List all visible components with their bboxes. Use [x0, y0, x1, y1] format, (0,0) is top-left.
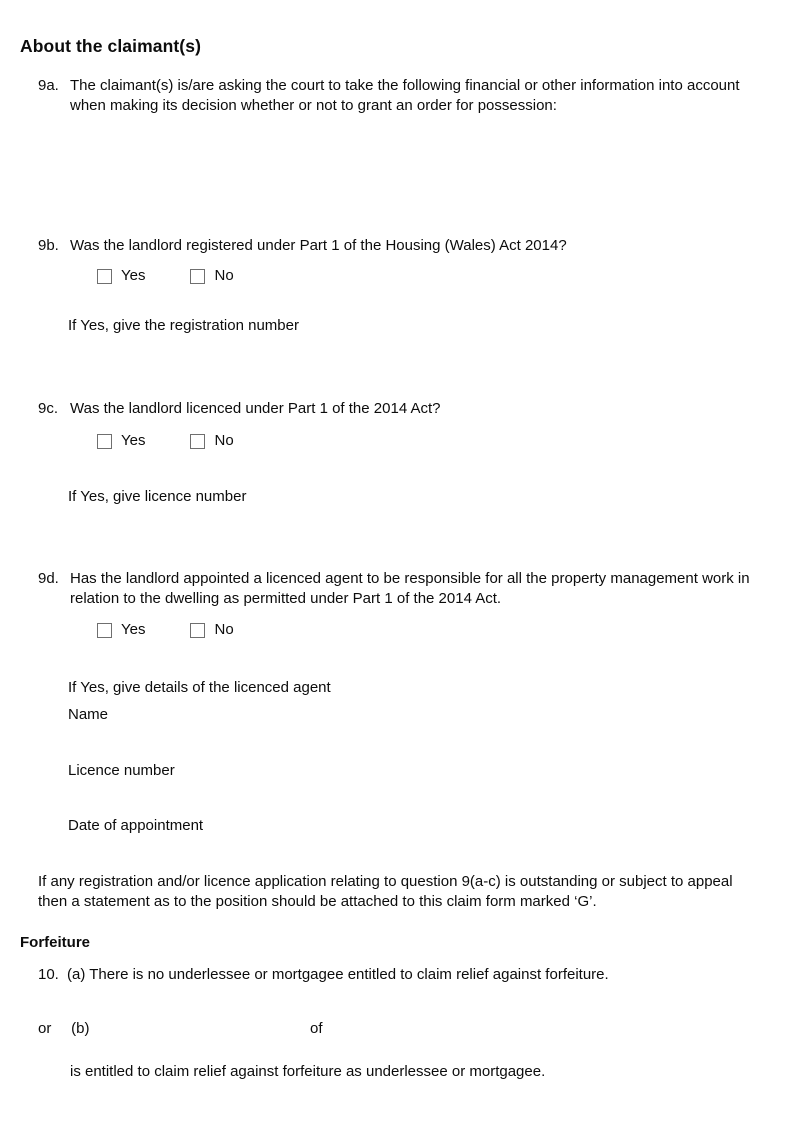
q9c-no-checkbox[interactable]: [190, 434, 205, 449]
question-9a: [38, 76, 750, 116]
section-heading-forfeiture: Forfeiture: [20, 934, 91, 951]
q9d-yes-checkbox[interactable]: [97, 623, 112, 638]
q9b-registration-number-field[interactable]: [68, 340, 748, 390]
q9d-no-option: [190, 620, 233, 640]
question-10a-text: (a) There is no underlessee or mortgagee entitled to claim relief against forfeiture.: [67, 966, 609, 983]
q9d-licence-number-label: Licence number: [68, 762, 175, 779]
q9b-no-checkbox[interactable]: [190, 269, 205, 284]
question-9d-number: 9d.: [38, 570, 59, 587]
q9c-checkbox-row: [97, 431, 234, 451]
q9d-date-of-appointment-label: Date of appointment: [68, 817, 204, 834]
section-heading-about-claimants: About the claimant(s): [20, 36, 201, 56]
question-9d-text: Has the landlord appointed a licenced agent to be responsible for all the property management work in relation to the dwelling as permitted under Part 1 of the 2014 Act.: [70, 570, 750, 607]
q9c-followup-label: If Yes, give licence number: [68, 488, 247, 505]
registration-appeal-note: If any registration and/or licence application relating to question 9(a-c) is outstanding or subject to appeal then a statement as to the position should be attached to this claim form marked ‘G’.: [38, 873, 733, 910]
question-10a: [38, 965, 758, 985]
question-9c: [38, 399, 750, 419]
question-9a-text: The claimant(s) is/are asking the court to take the following financial or other information into account when making its decision whether or not to grant an order for possession:: [70, 77, 740, 114]
q9d-date-of-appointment-field[interactable]: [68, 838, 748, 868]
q9d-no-label: No: [214, 621, 234, 638]
q9a-answer-area[interactable]: [70, 120, 750, 225]
q10b-name-field[interactable]: [133, 1019, 338, 1041]
question-10b-of-label: of: [310, 1020, 323, 1037]
question-10b-text: is entitled to claim relief against forfeiture as underlessee or mortgagee.: [70, 1063, 546, 1080]
q9b-yes-checkbox[interactable]: [97, 269, 112, 284]
q9c-yes-checkbox[interactable]: [97, 434, 112, 449]
q9d-name-field[interactable]: [68, 727, 748, 757]
q9d-licence-number-field[interactable]: [68, 783, 748, 813]
question-10b-label: (b): [71, 1020, 90, 1037]
q9b-yes-option: [97, 266, 145, 286]
q9b-no-label: No: [214, 267, 234, 284]
question-10-number: 10.: [38, 966, 59, 983]
q9d-no-checkbox[interactable]: [190, 623, 205, 638]
q9b-yes-label: Yes: [121, 267, 146, 284]
q9c-yes-option: [97, 431, 145, 451]
q9d-yes-label: Yes: [121, 621, 146, 638]
question-9c-text: Was the landlord licenced under Part 1 of the 2014 Act?: [70, 400, 441, 417]
q9c-yes-label: Yes: [121, 432, 146, 449]
question-9a-number: 9a.: [38, 77, 59, 94]
question-9b: [38, 236, 750, 256]
question-9d: [38, 569, 758, 609]
q9b-checkbox-row: [97, 266, 234, 286]
question-9b-number: 9b.: [38, 237, 59, 254]
question-10b-row: [38, 1019, 758, 1039]
q9d-name-label: Name: [68, 706, 109, 723]
q9c-no-option: [190, 431, 233, 451]
q9b-followup-label: If Yes, give the registration number: [68, 317, 299, 334]
q9c-no-label: No: [214, 432, 234, 449]
question-9b-text: Was the landlord registered under Part 1 of the Housing (Wales) Act 2014?: [70, 237, 567, 254]
question-10b-or-label: or: [38, 1020, 52, 1037]
q9c-licence-number-field[interactable]: [68, 511, 748, 561]
q9d-followup-label: If Yes, give details of the licenced agent: [68, 679, 331, 696]
q9d-checkbox-row: [97, 620, 234, 640]
question-9c-number: 9c.: [38, 400, 59, 417]
q9d-yes-option: [97, 620, 145, 640]
q10b-address-field[interactable]: [333, 1019, 783, 1041]
q9b-no-option: [190, 266, 233, 286]
